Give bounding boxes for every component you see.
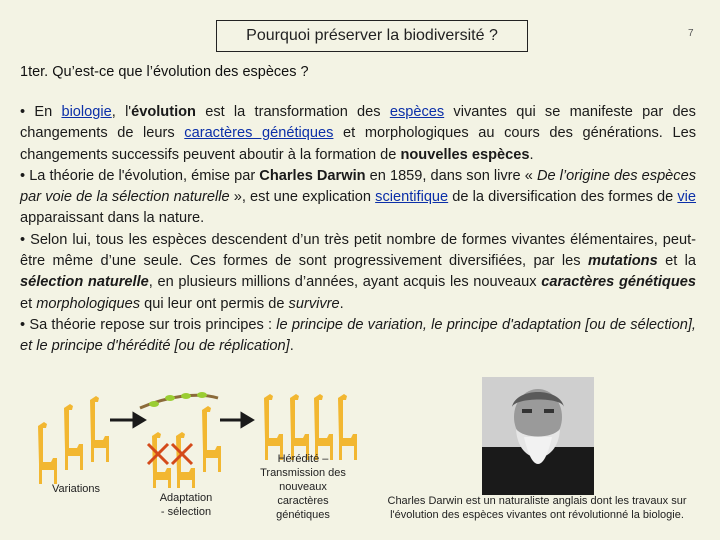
caption-heredite: Hérédité – Transmission des nouveaux caractères génétiques <box>260 453 346 521</box>
giraffe-group-heredite <box>264 394 357 460</box>
caption-adaptation: Adaptation - sélection <box>159 492 213 518</box>
slide-title <box>216 20 528 52</box>
paragraph-2: • La théorie de l'évolution, émise par Charles Darwin en 1859, dans son livre « De l’origine des espèces par voie de la sélection naturelle », est une explication scientifique de la diversification des formes de vie apparaissant dans la nature. <box>20 167 697 227</box>
darwin-caption: Charles Darwin est un naturaliste anglais dont les travaux sur l'évolution des espèces vivantes ont révolutionné la biologie. <box>387 495 687 521</box>
link-biologie[interactable]: biologie <box>61 104 112 120</box>
darwin-portrait <box>482 377 594 495</box>
slide-title-text: Pourquoi préserver la biodiversité ? <box>246 27 498 44</box>
section-subtitle: 1ter. Qu’est-ce que l’évolution des espèces ? <box>20 64 309 80</box>
arrow-1-icon <box>110 414 144 426</box>
link-vie[interactable]: vie <box>677 189 697 206</box>
giraffe-group-variations <box>38 396 109 484</box>
body-text <box>20 102 696 358</box>
page-number: 7 <box>688 28 694 39</box>
link-scientifique[interactable]: scientifique <box>375 189 449 206</box>
caption-variations: Variations <box>51 483 101 495</box>
paragraph-3: • Selon lui, tous les espèces descendent d’un très petit nombre de formes vivantes élémentaires, peut-être même d’une seule. Ces formes de sont progressivement diversifiées, par les mutations et la sélection naturelle, en plusieurs millions d’années, ayant acquis les nouveaux caractères génétiques et morphologiques qui leur ont permis de survivre. <box>20 231 696 312</box>
leaf-branch-icon <box>140 392 218 408</box>
giraffe-group-selection <box>152 406 221 488</box>
paragraph-4: • Sa théorie repose sur trois principes : le principe de variation, le principe d'adaptation [ou de sélection], et le principe d'hérédité [ou de réplication]. <box>20 316 696 355</box>
arrow-2-icon <box>220 414 252 426</box>
paragraph-1: • En biologie, l'évolution est la transformation des espèces vivantes qui se manifeste par des changements de leurs caractères génétiques et morphologiques au cours des générations. Les changements successifs peuvent aboutir à la formation de nouvelles espèces. <box>20 104 697 163</box>
link-especes[interactable]: espèces <box>389 104 445 120</box>
link-caracteres-genetiques[interactable]: caractères génétiques <box>184 125 334 142</box>
